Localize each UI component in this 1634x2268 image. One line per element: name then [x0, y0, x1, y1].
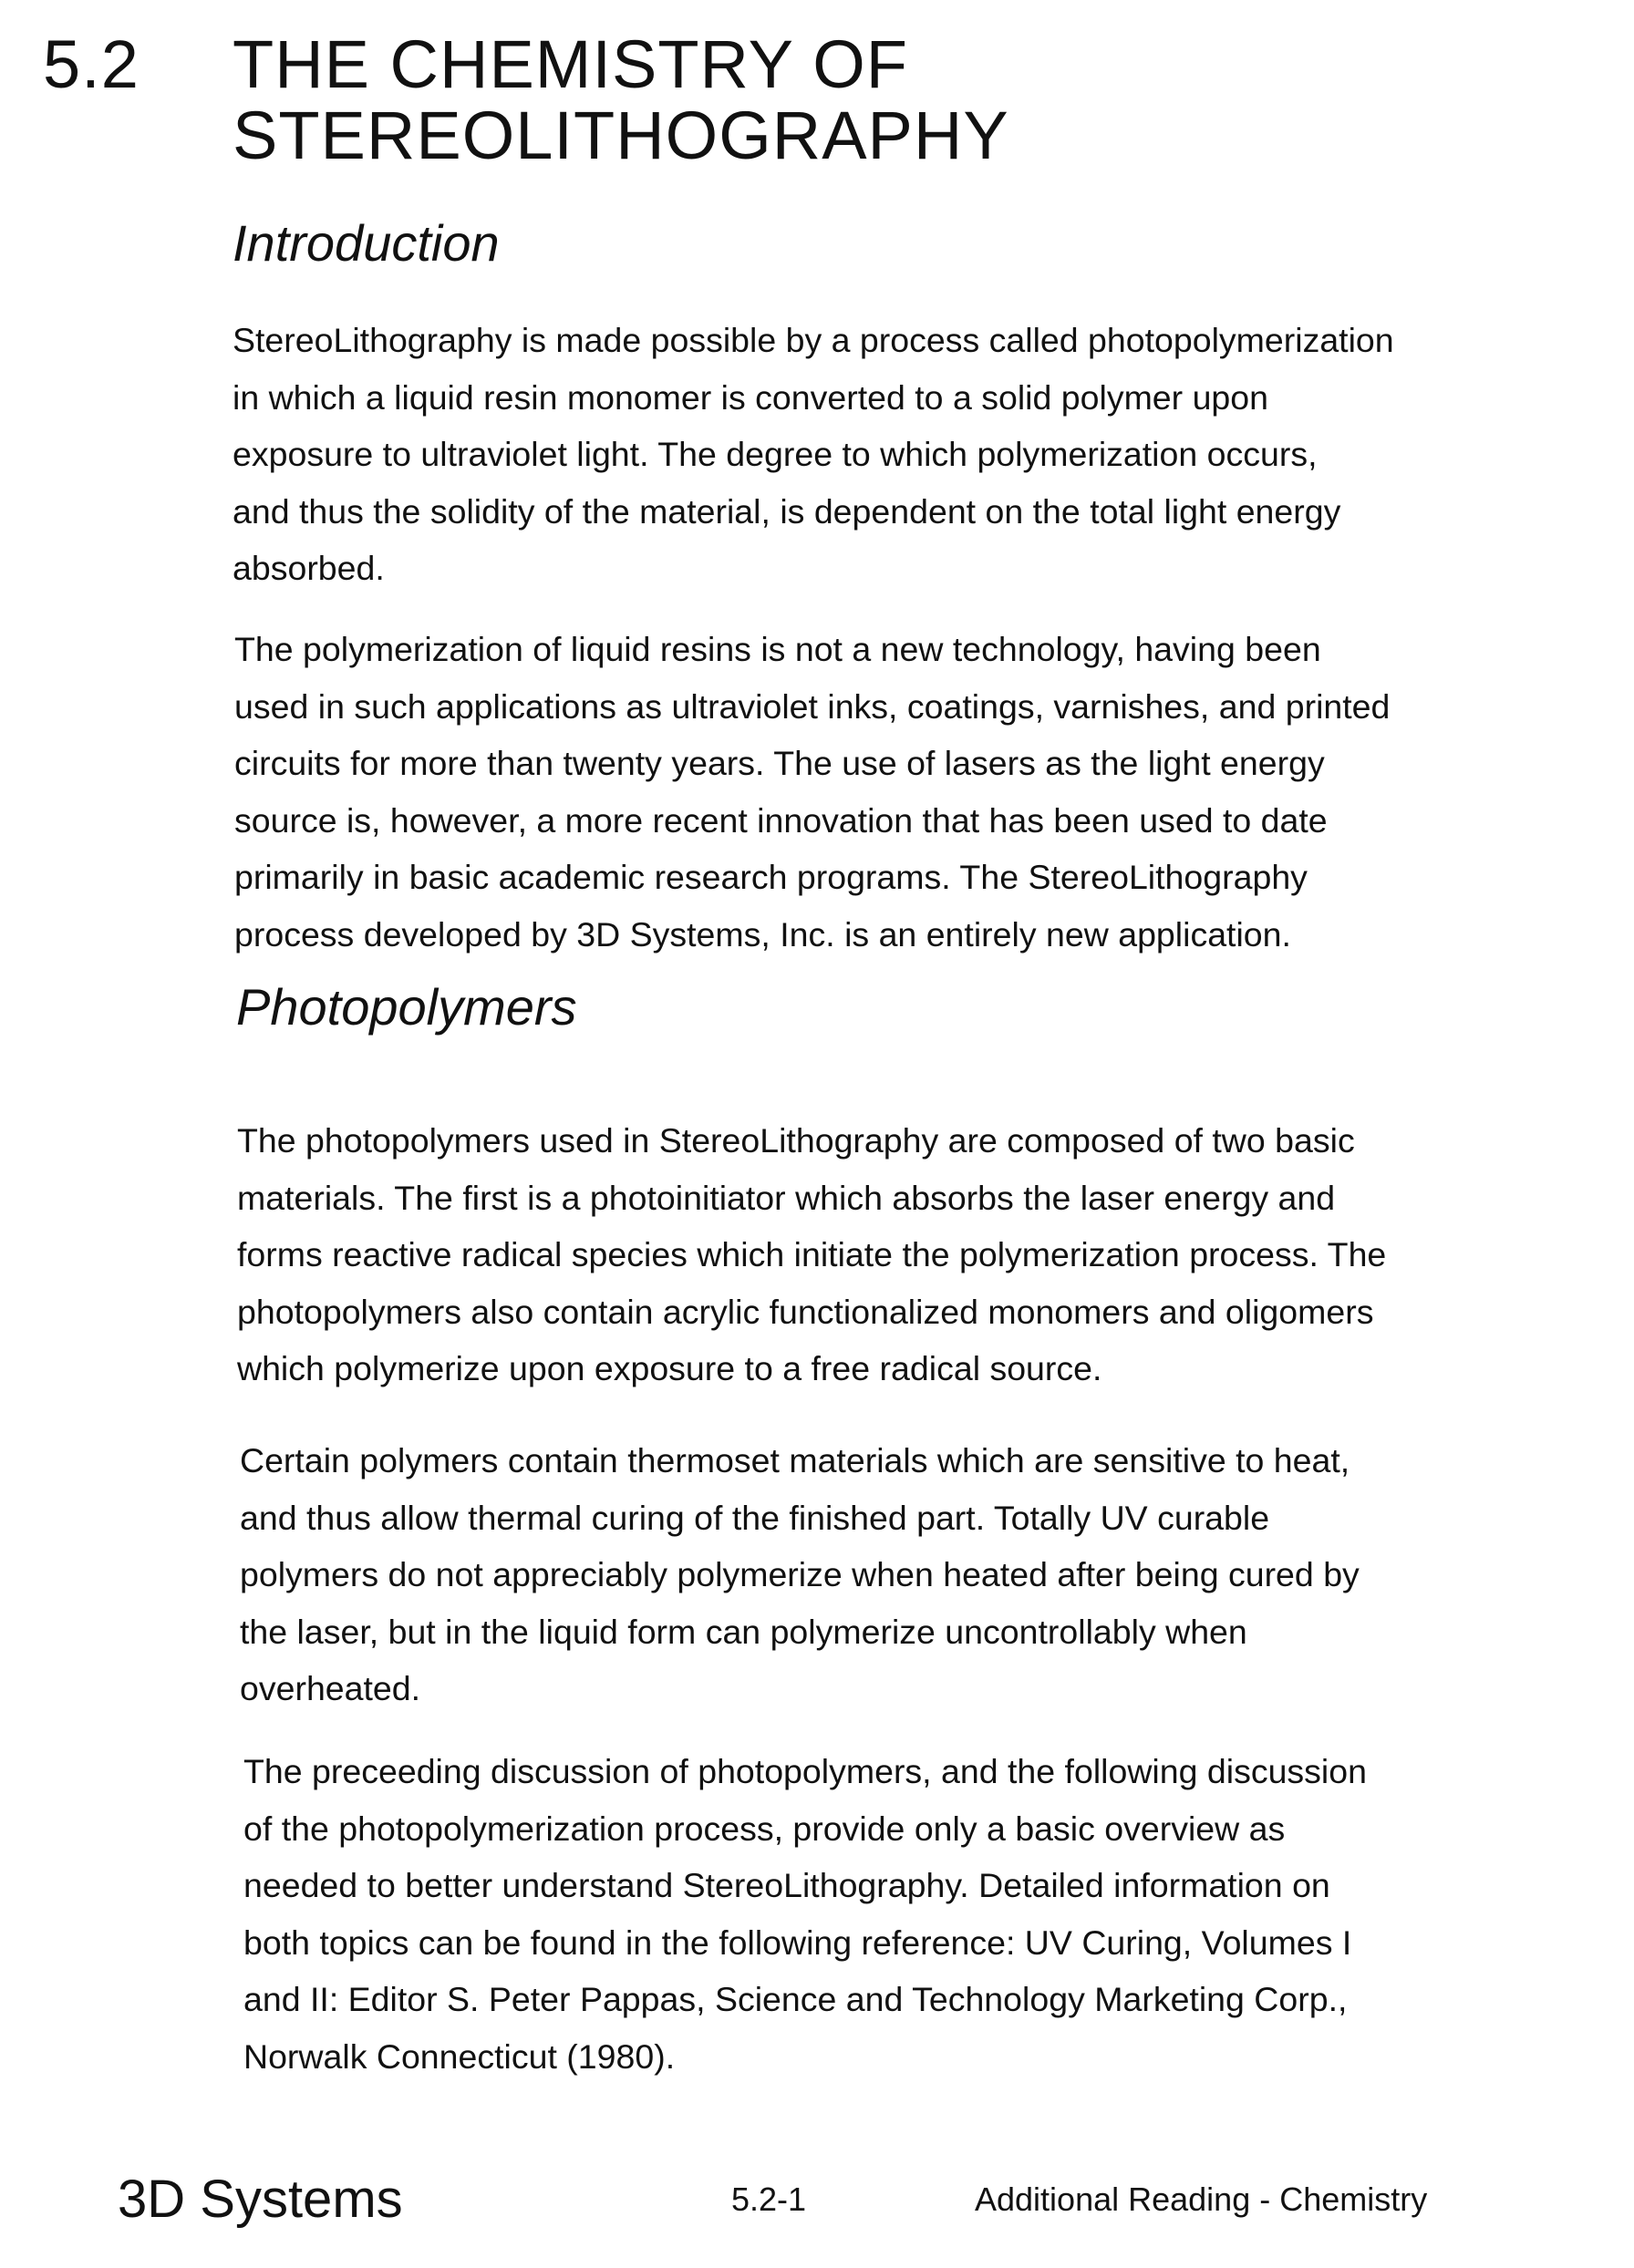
page-title-line2: STEREOLITHOGRAPHY [233, 100, 1009, 171]
text-line: of the photopolymerization process, provide only a basic overview as [243, 1800, 1367, 1858]
text-line: in which a liquid resin monomer is converted to a solid polymer upon [233, 369, 1394, 427]
paragraph [240, 1432, 1360, 1717]
footer-section-label: Additional Reading - Chemistry [975, 2180, 1427, 2220]
text-line: exposure to ultraviolet light. The degree to which polymerization occurs, [233, 426, 1394, 483]
paragraph [233, 312, 1394, 597]
heading-photopolymers: Photopolymers [236, 979, 577, 1036]
text-line: the laser, but in the liquid form can polymerize uncontrollably when [240, 1603, 1360, 1661]
text-line: polymers do not appreciably polymerize when heated after being cured by [240, 1546, 1360, 1603]
text-line: primarily in basic academic research programs. The StereoLithography [234, 849, 1390, 906]
paragraph [243, 1743, 1367, 2085]
section-number: 5.2 [43, 29, 140, 100]
text-line: and thus the solidity of the material, is dependent on the total light energy [233, 483, 1394, 541]
text-line: The preceeding discussion of photopolymers, and the following discussion [243, 1743, 1367, 1800]
text-line: needed to better understand StereoLithography. Detailed information on [243, 1857, 1367, 1914]
text-line: overheated. [240, 1660, 1360, 1717]
text-line: absorbed. [233, 540, 1394, 597]
paragraph [234, 621, 1390, 963]
text-line: Certain polymers contain thermoset materials which are sensitive to heat, [240, 1432, 1360, 1490]
page-title-line1: THE CHEMISTRY OF [233, 29, 908, 100]
text-line: process developed by 3D Systems, Inc. is an entirely new application. [234, 906, 1390, 964]
heading-introduction: Introduction [233, 215, 500, 272]
text-line: materials. The first is a photoinitiator which absorbs the laser energy and [237, 1170, 1386, 1227]
text-line: The polymerization of liquid resins is not a new technology, having been [234, 621, 1390, 678]
text-line: which polymerize upon exposure to a free radical source. [237, 1340, 1386, 1397]
text-line: The photopolymers used in StereoLithography are composed of two basic [237, 1112, 1386, 1170]
text-line: Norwalk Connecticut (1980). [243, 2028, 1367, 2086]
footer-company: 3D Systems [118, 2170, 403, 2229]
footer-page-number: 5.2-1 [731, 2180, 806, 2220]
text-line: both topics can be found in the following reference: UV Curing, Volumes I [243, 1914, 1367, 1972]
paragraph [237, 1112, 1386, 1397]
text-line: StereoLithography is made possible by a process called photopolymerization [233, 312, 1394, 369]
text-line: and II: Editor S. Peter Pappas, Science and Technology Marketing Corp., [243, 1971, 1367, 2028]
text-line: circuits for more than twenty years. The use of lasers as the light energy [234, 735, 1390, 792]
text-line: and thus allow thermal curing of the finished part. Totally UV curable [240, 1490, 1360, 1547]
text-line: used in such applications as ultraviolet inks, coatings, varnishes, and printed [234, 678, 1390, 736]
text-line: photopolymers also contain acrylic functionalized monomers and oligomers [237, 1283, 1386, 1341]
text-line: source is, however, a more recent innovation that has been used to date [234, 792, 1390, 850]
text-line: forms reactive radical species which initiate the polymerization process. The [237, 1226, 1386, 1283]
